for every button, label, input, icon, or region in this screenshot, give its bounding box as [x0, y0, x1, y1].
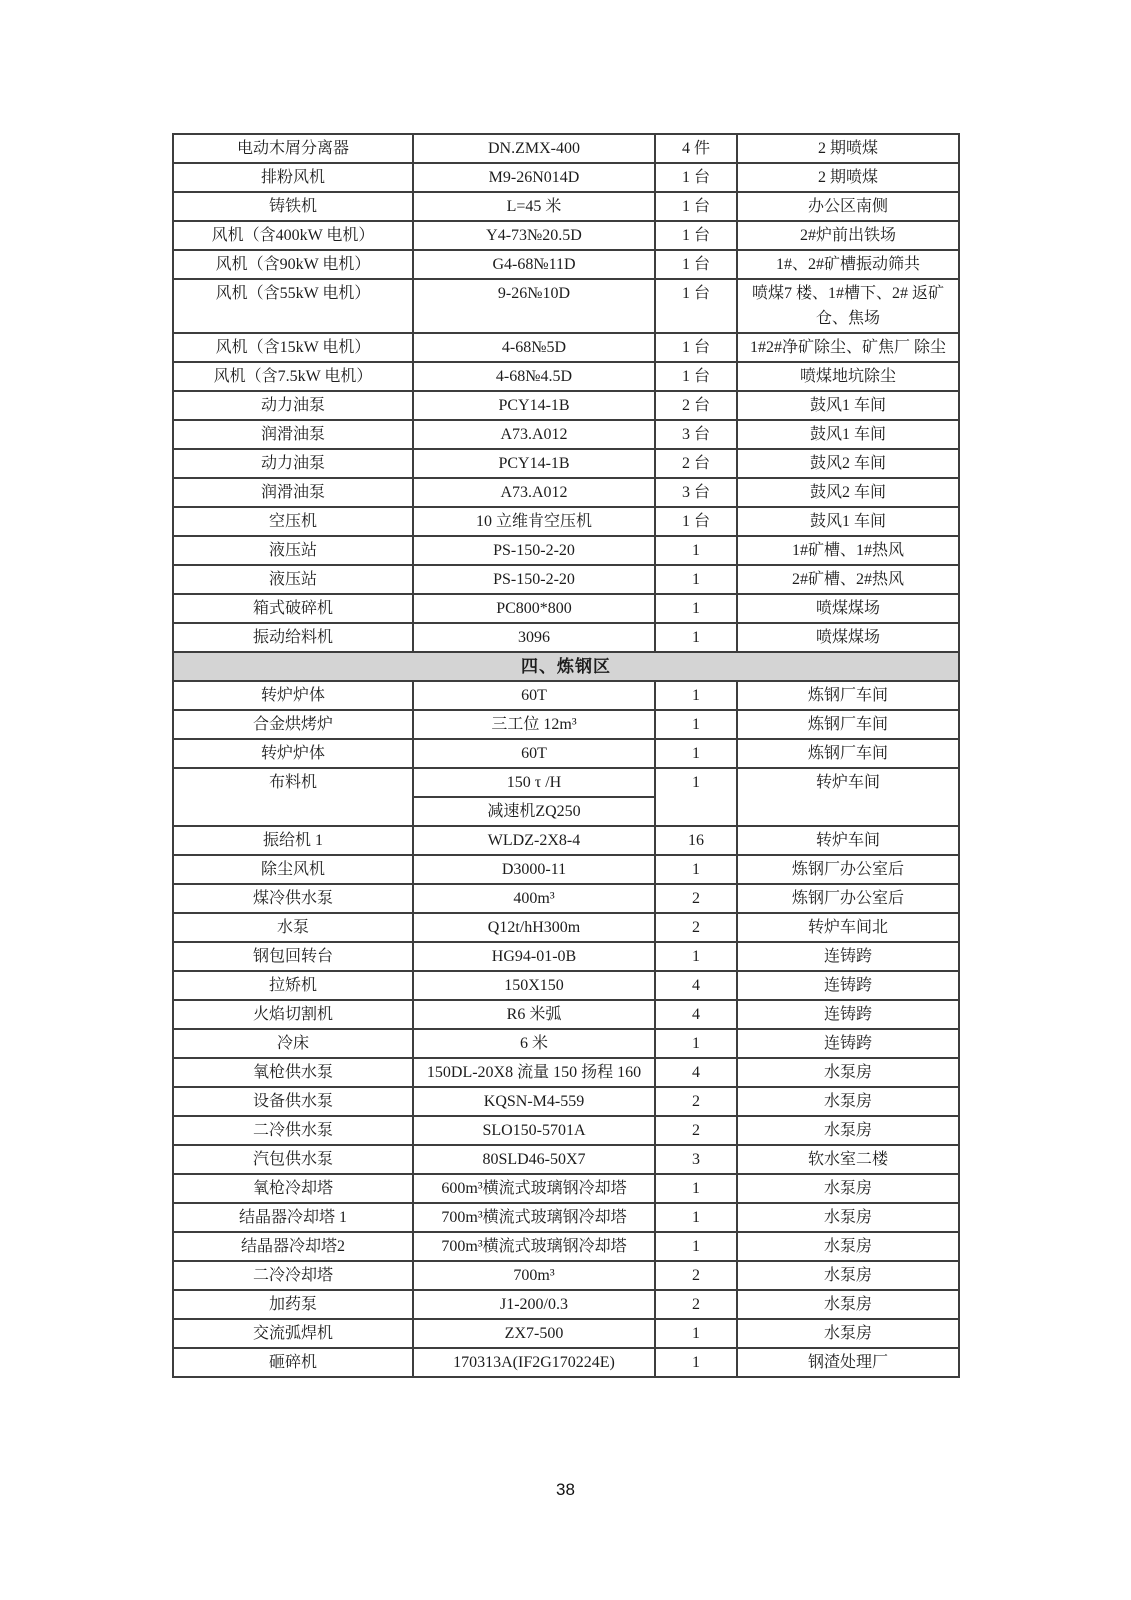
model-spec-cell: M9-26N014D [413, 163, 655, 192]
model-spec-cell: PCY14-1B [413, 391, 655, 420]
table-row [173, 391, 959, 420]
table-row [173, 536, 959, 565]
equipment-name-cell: 液压站 [173, 565, 413, 594]
location-cell: 喷煤地坑除尘 [737, 362, 959, 391]
model-spec-cell: PS-150-2-20 [413, 536, 655, 565]
equipment-name-cell: 氧枪供水泵 [173, 1058, 413, 1087]
section-header: 四、炼钢区 [173, 652, 959, 681]
model-spec-cell: 60T [413, 739, 655, 768]
quantity-cell: 3 台 [655, 478, 737, 507]
equipment-name-cell: 二冷供水泵 [173, 1116, 413, 1145]
model-spec-cell: L=45 米 [413, 192, 655, 221]
location-cell: 转炉车间 [737, 826, 959, 855]
table-row [173, 163, 959, 192]
model-spec-cell: 三工位 12m³ [413, 710, 655, 739]
quantity-cell: 2 台 [655, 449, 737, 478]
model-spec-cell: Q12t/hH300m [413, 913, 655, 942]
quantity-cell: 2 [655, 1261, 737, 1290]
table-row [173, 279, 959, 333]
table-row [173, 942, 959, 971]
table-row [173, 1348, 959, 1377]
table-row [173, 192, 959, 221]
equipment-name-cell: 振给机 1 [173, 826, 413, 855]
table-row [173, 507, 959, 536]
model-spec-cell: 减速机ZQ250 [413, 797, 655, 826]
location-cell: 鼓风2 车间 [737, 478, 959, 507]
table-row [173, 565, 959, 594]
table-row [173, 1261, 959, 1290]
model-spec-cell: 150 τ /H [413, 768, 655, 797]
table-row [173, 826, 959, 855]
quantity-cell: 4 件 [655, 134, 737, 163]
table-row [173, 681, 959, 710]
equipment-name-cell: 排粉风机 [173, 163, 413, 192]
location-cell: 水泵房 [737, 1116, 959, 1145]
location-cell: 水泵房 [737, 1203, 959, 1232]
location-cell: 1#2#净矿除尘、矿焦厂 除尘 [737, 333, 959, 362]
equipment-name-cell: 水泵 [173, 913, 413, 942]
table-row [173, 1232, 959, 1261]
table-row [173, 1290, 959, 1319]
table-row [173, 971, 959, 1000]
equipment-name-cell: 润滑油泵 [173, 420, 413, 449]
model-spec-cell: 60T [413, 681, 655, 710]
quantity-cell: 1 [655, 1029, 737, 1058]
location-cell: 喷煤煤场 [737, 623, 959, 652]
model-spec-cell: R6 米弧 [413, 1000, 655, 1029]
location-cell: 水泵房 [737, 1087, 959, 1116]
equipment-name-cell: 转炉炉体 [173, 739, 413, 768]
quantity-cell: 1 [655, 1174, 737, 1203]
table-row [173, 1203, 959, 1232]
table-row [173, 333, 959, 362]
quantity-cell: 4 [655, 1058, 737, 1087]
model-spec-cell: 80SLD46-50X7 [413, 1145, 655, 1174]
location-cell: 连铸跨 [737, 942, 959, 971]
equipment-name-cell: 火焰切割机 [173, 1000, 413, 1029]
location-cell: 1#、2#矿槽振动筛共 [737, 250, 959, 279]
location-cell: 鼓风1 车间 [737, 507, 959, 536]
location-cell: 炼钢厂车间 [737, 739, 959, 768]
equipment-name-cell: 氧枪冷却塔 [173, 1174, 413, 1203]
table-row [173, 362, 959, 391]
equipment-name-cell: 转炉炉体 [173, 681, 413, 710]
model-spec-cell: 150X150 [413, 971, 655, 1000]
location-cell: 2 期喷煤 [737, 134, 959, 163]
model-spec-cell: G4-68№11D [413, 250, 655, 279]
quantity-cell: 1 [655, 1319, 737, 1348]
location-cell: 喷煤7 楼、1#槽下、2# 返矿仓、焦场 [737, 279, 959, 333]
model-spec-cell: 400m³ [413, 884, 655, 913]
model-spec-cell: HG94-01-0B [413, 942, 655, 971]
table-row [173, 134, 959, 163]
model-spec-cell: 4-68№4.5D [413, 362, 655, 391]
model-spec-cell: 700m³横流式玻璃钢冷却塔 [413, 1203, 655, 1232]
location-cell: 连铸跨 [737, 1029, 959, 1058]
table-row [173, 449, 959, 478]
quantity-cell: 2 [655, 913, 737, 942]
location-cell: 喷煤煤场 [737, 594, 959, 623]
table-row [173, 855, 959, 884]
location-cell: 水泵房 [737, 1290, 959, 1319]
model-spec-cell: J1-200/0.3 [413, 1290, 655, 1319]
quantity-cell: 1 [655, 536, 737, 565]
equipment-name-cell: 动力油泵 [173, 449, 413, 478]
quantity-cell: 1 [655, 565, 737, 594]
quantity-cell: 1 台 [655, 250, 737, 279]
table-row [173, 221, 959, 250]
table-row [173, 1145, 959, 1174]
location-cell: 水泵房 [737, 1174, 959, 1203]
model-spec-cell: Y4-73№20.5D [413, 221, 655, 250]
table-row [173, 478, 959, 507]
equipment-name-cell: 箱式破碎机 [173, 594, 413, 623]
equipment-table [172, 133, 960, 1378]
equipment-name-cell: 加药泵 [173, 1290, 413, 1319]
location-cell: 水泵房 [737, 1058, 959, 1087]
model-spec-cell: 170313A(IF2G170224E) [413, 1348, 655, 1377]
quantity-cell: 2 [655, 1087, 737, 1116]
equipment-name-cell: 合金烘烤炉 [173, 710, 413, 739]
equipment-name-cell: 风机（含400kW 电机） [173, 221, 413, 250]
section-header-row [173, 652, 959, 681]
location-cell: 炼钢厂办公室后 [737, 855, 959, 884]
equipment-name-cell: 汽包供水泵 [173, 1145, 413, 1174]
location-cell: 2#炉前出铁场 [737, 221, 959, 250]
table-row [173, 1319, 959, 1348]
location-cell: 鼓风1 车间 [737, 391, 959, 420]
location-cell: 炼钢厂车间 [737, 710, 959, 739]
table-row [173, 884, 959, 913]
location-cell: 水泵房 [737, 1319, 959, 1348]
equipment-name-cell: 冷床 [173, 1029, 413, 1058]
equipment-name-cell: 电动木屑分离器 [173, 134, 413, 163]
equipment-name-cell: 交流弧焊机 [173, 1319, 413, 1348]
equipment-name-cell: 砸碎机 [173, 1348, 413, 1377]
quantity-cell: 4 [655, 1000, 737, 1029]
model-spec-cell: 9-26№10D [413, 279, 655, 333]
quantity-cell: 16 [655, 826, 737, 855]
equipment-name-cell: 风机（含15kW 电机） [173, 333, 413, 362]
quantity-cell: 2 台 [655, 391, 737, 420]
equipment-name-cell: 液压站 [173, 536, 413, 565]
quantity-cell: 1 台 [655, 221, 737, 250]
quantity-cell: 1 台 [655, 279, 737, 333]
location-cell: 2 期喷煤 [737, 163, 959, 192]
table-row [173, 768, 959, 797]
quantity-cell: 4 [655, 971, 737, 1000]
equipment-name-cell: 动力油泵 [173, 391, 413, 420]
table-row [173, 250, 959, 279]
model-spec-cell: PC800*800 [413, 594, 655, 623]
equipment-table-body [173, 134, 959, 1377]
quantity-cell: 1 [655, 1203, 737, 1232]
location-cell: 办公区南侧 [737, 192, 959, 221]
equipment-name-cell: 拉矫机 [173, 971, 413, 1000]
quantity-cell: 1 [655, 1348, 737, 1377]
location-cell: 软水室二楼 [737, 1145, 959, 1174]
table-row [173, 1116, 959, 1145]
equipment-name-cell: 二冷冷却塔 [173, 1261, 413, 1290]
equipment-name-cell: 结晶器冷却塔 1 [173, 1203, 413, 1232]
location-cell: 鼓风2 车间 [737, 449, 959, 478]
table-row [173, 913, 959, 942]
location-cell: 2#矿槽、2#热风 [737, 565, 959, 594]
equipment-name-cell: 铸铁机 [173, 192, 413, 221]
quantity-cell: 1 [655, 1232, 737, 1261]
table-row [173, 594, 959, 623]
location-cell: 水泵房 [737, 1232, 959, 1261]
model-spec-cell: PS-150-2-20 [413, 565, 655, 594]
equipment-name-cell: 结晶器冷却塔2 [173, 1232, 413, 1261]
equipment-name-cell: 设备供水泵 [173, 1087, 413, 1116]
equipment-name-cell: 风机（含90kW 电机） [173, 250, 413, 279]
location-cell: 鼓风1 车间 [737, 420, 959, 449]
model-spec-cell: KQSN-M4-559 [413, 1087, 655, 1116]
equipment-name-cell: 除尘风机 [173, 855, 413, 884]
quantity-cell: 2 [655, 1116, 737, 1145]
location-cell: 1#矿槽、1#热风 [737, 536, 959, 565]
quantity-cell: 1 [655, 681, 737, 710]
model-spec-cell: 700m³ [413, 1261, 655, 1290]
location-cell: 转炉车间北 [737, 913, 959, 942]
quantity-cell: 1 [655, 594, 737, 623]
table-row [173, 710, 959, 739]
equipment-name-cell: 风机（含55kW 电机） [173, 279, 413, 333]
quantity-cell: 1 台 [655, 192, 737, 221]
quantity-cell: 1 [655, 623, 737, 652]
page-number: 38 [556, 1480, 575, 1499]
location-cell: 连铸跨 [737, 971, 959, 1000]
quantity-cell: 1 [655, 768, 737, 826]
model-spec-cell: D3000-11 [413, 855, 655, 884]
quantity-cell: 1 台 [655, 333, 737, 362]
model-spec-cell: A73.A012 [413, 478, 655, 507]
table-row [173, 1058, 959, 1087]
model-spec-cell: 4-68№5D [413, 333, 655, 362]
location-cell: 水泵房 [737, 1261, 959, 1290]
model-spec-cell: 10 立维肯空压机 [413, 507, 655, 536]
quantity-cell: 1 [655, 739, 737, 768]
equipment-name-cell: 空压机 [173, 507, 413, 536]
model-spec-cell: 700m³横流式玻璃钢冷却塔 [413, 1232, 655, 1261]
model-spec-cell: ZX7-500 [413, 1319, 655, 1348]
model-spec-cell: A73.A012 [413, 420, 655, 449]
quantity-cell: 3 [655, 1145, 737, 1174]
table-row [173, 1029, 959, 1058]
quantity-cell: 1 [655, 710, 737, 739]
model-spec-cell: 6 米 [413, 1029, 655, 1058]
table-row [173, 1000, 959, 1029]
location-cell: 炼钢厂车间 [737, 681, 959, 710]
location-cell: 连铸跨 [737, 1000, 959, 1029]
quantity-cell: 1 台 [655, 163, 737, 192]
table-row [173, 420, 959, 449]
quantity-cell: 1 台 [655, 362, 737, 391]
equipment-name-cell: 风机（含7.5kW 电机） [173, 362, 413, 391]
quantity-cell: 3 台 [655, 420, 737, 449]
model-spec-cell: 150DL-20X8 流量 150 扬程 160 [413, 1058, 655, 1087]
quantity-cell: 2 [655, 1290, 737, 1319]
table-row [173, 739, 959, 768]
quantity-cell: 1 [655, 942, 737, 971]
equipment-name-cell: 润滑油泵 [173, 478, 413, 507]
table-row [173, 1174, 959, 1203]
quantity-cell: 2 [655, 884, 737, 913]
quantity-cell: 1 [655, 855, 737, 884]
equipment-name-cell: 钢包回转台 [173, 942, 413, 971]
equipment-name-cell: 布料机 [173, 768, 413, 826]
model-spec-cell: PCY14-1B [413, 449, 655, 478]
quantity-cell: 1 台 [655, 507, 737, 536]
model-spec-cell: 600m³横流式玻璃钢冷却塔 [413, 1174, 655, 1203]
model-spec-cell: SLO150-5701A [413, 1116, 655, 1145]
table-row [173, 1087, 959, 1116]
model-spec-cell: WLDZ-2X8-4 [413, 826, 655, 855]
model-spec-cell: 3096 [413, 623, 655, 652]
table-row [173, 623, 959, 652]
equipment-name-cell: 振动给料机 [173, 623, 413, 652]
model-spec-cell: DN.ZMX-400 [413, 134, 655, 163]
location-cell: 炼钢厂办公室后 [737, 884, 959, 913]
location-cell: 转炉车间 [737, 768, 959, 826]
location-cell: 钢渣处理厂 [737, 1348, 959, 1377]
equipment-name-cell: 煤冷供水泵 [173, 884, 413, 913]
